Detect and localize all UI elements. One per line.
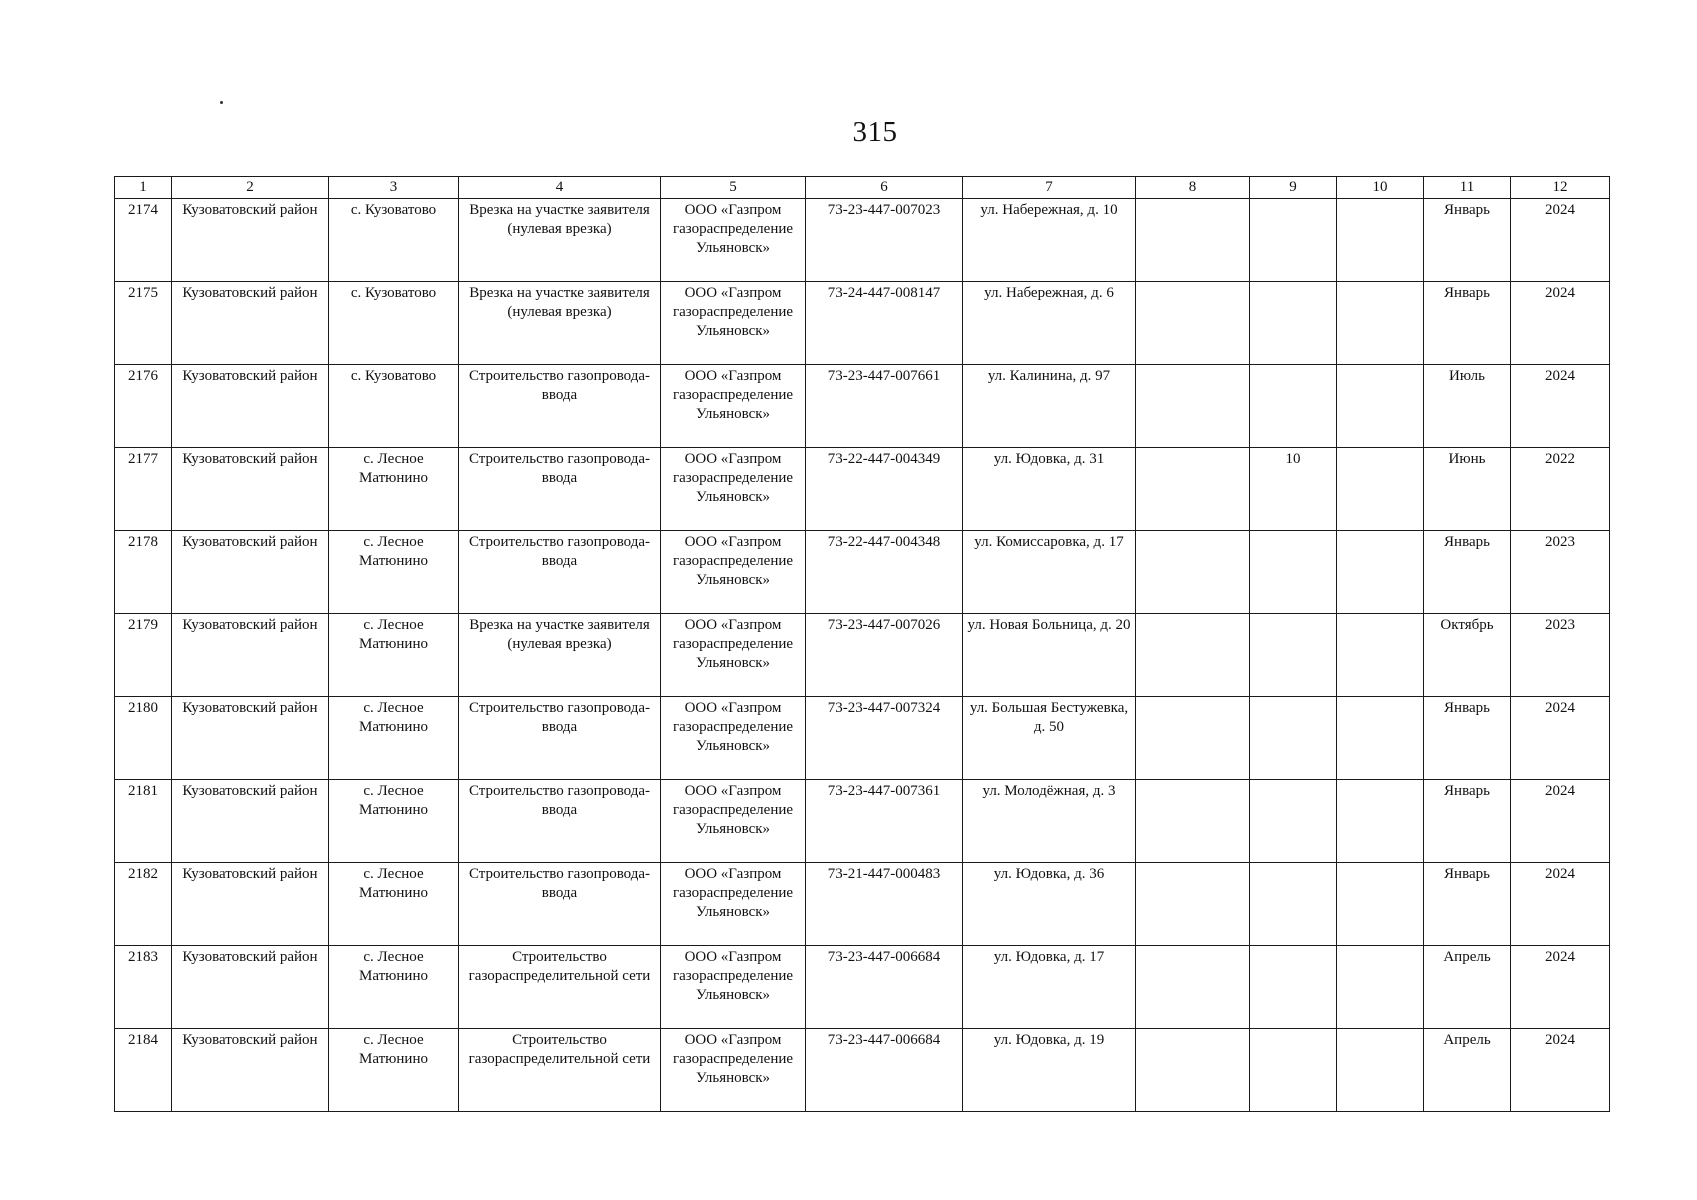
table-row bbox=[115, 863, 1610, 946]
table-cell-col-7: ул. Молодёжная, д. 3 bbox=[963, 780, 1136, 863]
table-cell-col-5: ООО «Газпром газораспределение Ульяновск» bbox=[661, 697, 806, 780]
table-cell-col-8 bbox=[1136, 863, 1250, 946]
table-cell-col-2: Кузоватовский район bbox=[172, 531, 329, 614]
table-header bbox=[115, 177, 1610, 199]
table-cell-col-4: Строительство газопровода-ввода bbox=[459, 697, 661, 780]
table-cell-col-2: Кузоватовский район bbox=[172, 1029, 329, 1112]
table-cell-col-1: 2175 bbox=[115, 282, 172, 365]
table-cell-col-11: Октябрь bbox=[1424, 614, 1511, 697]
table-cell-col-8 bbox=[1136, 780, 1250, 863]
column-header-10: 10 bbox=[1337, 177, 1424, 199]
table-cell-col-1: 2182 bbox=[115, 863, 172, 946]
table-cell-col-7: ул. Юдовка, д. 36 bbox=[963, 863, 1136, 946]
table-cell-col-3: с. Кузоватово bbox=[329, 282, 459, 365]
table-cell-col-9 bbox=[1250, 614, 1337, 697]
table-cell-col-6: 73-23-447-006684 bbox=[806, 946, 963, 1029]
table-cell-col-1: 2180 bbox=[115, 697, 172, 780]
table-cell-col-8 bbox=[1136, 448, 1250, 531]
table-cell-col-1: 2179 bbox=[115, 614, 172, 697]
table-cell-col-4: Строительство газопровода-ввода bbox=[459, 863, 661, 946]
table-cell-col-1: 2176 bbox=[115, 365, 172, 448]
table-cell-col-10 bbox=[1337, 199, 1424, 282]
table-cell-col-4: Врезка на участке заявителя (нулевая врезка) bbox=[459, 614, 661, 697]
table-cell-col-4: Врезка на участке заявителя (нулевая врезка) bbox=[459, 282, 661, 365]
table-cell-col-12: 2024 bbox=[1511, 1029, 1610, 1112]
table-cell-col-5: ООО «Газпром газораспределение Ульяновск» bbox=[661, 946, 806, 1029]
table-cell-col-11: Январь bbox=[1424, 780, 1511, 863]
table-row bbox=[115, 697, 1610, 780]
table-cell-col-2: Кузоватовский район bbox=[172, 780, 329, 863]
registry-table bbox=[114, 176, 1610, 1112]
table-cell-col-12: 2024 bbox=[1511, 199, 1610, 282]
table-cell-col-6: 73-23-447-007023 bbox=[806, 199, 963, 282]
table-row bbox=[115, 199, 1610, 282]
table-cell-col-9: 10 bbox=[1250, 448, 1337, 531]
table-cell-col-5: ООО «Газпром газораспределение Ульяновск» bbox=[661, 863, 806, 946]
table-cell-col-9 bbox=[1250, 946, 1337, 1029]
table-cell-col-10 bbox=[1337, 697, 1424, 780]
table-cell-col-7: ул. Большая Бестужевка, д. 50 bbox=[963, 697, 1136, 780]
table-row bbox=[115, 780, 1610, 863]
table-cell-col-2: Кузоватовский район bbox=[172, 863, 329, 946]
table-cell-col-3: с. Лесное Матюнино bbox=[329, 780, 459, 863]
table-cell-col-8 bbox=[1136, 1029, 1250, 1112]
table-cell-col-9 bbox=[1250, 697, 1337, 780]
column-header-5: 5 bbox=[661, 177, 806, 199]
table-row bbox=[115, 1029, 1610, 1112]
table-cell-col-4: Строительство газораспределительной сети bbox=[459, 946, 661, 1029]
table-cell-col-10 bbox=[1337, 780, 1424, 863]
table-cell-col-7: ул. Юдовка, д. 17 bbox=[963, 946, 1136, 1029]
table-cell-col-12: 2023 bbox=[1511, 531, 1610, 614]
table-cell-col-12: 2024 bbox=[1511, 365, 1610, 448]
table-cell-col-10 bbox=[1337, 531, 1424, 614]
table-cell-col-3: с. Кузоватово bbox=[329, 199, 459, 282]
table-cell-col-2: Кузоватовский район bbox=[172, 697, 329, 780]
table-cell-col-9 bbox=[1250, 1029, 1337, 1112]
scan-speck bbox=[220, 101, 223, 104]
table-cell-col-6: 73-23-447-007324 bbox=[806, 697, 963, 780]
table-cell-col-2: Кузоватовский район bbox=[172, 199, 329, 282]
table-cell-col-12: 2024 bbox=[1511, 946, 1610, 1029]
column-header-3: 3 bbox=[329, 177, 459, 199]
table-cell-col-7: ул. Набережная, д. 10 bbox=[963, 199, 1136, 282]
table-cell-col-4: Строительство газораспределительной сети bbox=[459, 1029, 661, 1112]
table-row bbox=[115, 448, 1610, 531]
table-cell-col-10 bbox=[1337, 1029, 1424, 1112]
header-row bbox=[115, 177, 1610, 199]
table-cell-col-11: Январь bbox=[1424, 199, 1511, 282]
table-cell-col-4: Врезка на участке заявителя (нулевая врезка) bbox=[459, 199, 661, 282]
table-cell-col-11: Апрель bbox=[1424, 1029, 1511, 1112]
column-header-2: 2 bbox=[172, 177, 329, 199]
table-cell-col-8 bbox=[1136, 697, 1250, 780]
table-cell-col-9 bbox=[1250, 199, 1337, 282]
table-cell-col-8 bbox=[1136, 946, 1250, 1029]
table-cell-col-2: Кузоватовский район bbox=[172, 448, 329, 531]
table-cell-col-7: ул. Новая Больница, д. 20 bbox=[963, 614, 1136, 697]
table-cell-col-5: ООО «Газпром газораспределение Ульяновск» bbox=[661, 199, 806, 282]
table-cell-col-3: с. Кузоватово bbox=[329, 365, 459, 448]
table-cell-col-2: Кузоватовский район bbox=[172, 614, 329, 697]
table-cell-col-6: 73-24-447-008147 bbox=[806, 282, 963, 365]
table-cell-col-1: 2181 bbox=[115, 780, 172, 863]
table-cell-col-9 bbox=[1250, 282, 1337, 365]
table-cell-col-6: 73-23-447-007661 bbox=[806, 365, 963, 448]
table-cell-col-1: 2183 bbox=[115, 946, 172, 1029]
table-cell-col-10 bbox=[1337, 946, 1424, 1029]
table-cell-col-7: ул. Калинина, д. 97 bbox=[963, 365, 1136, 448]
table-cell-col-12: 2024 bbox=[1511, 697, 1610, 780]
column-header-9: 9 bbox=[1250, 177, 1337, 199]
table-cell-col-1: 2178 bbox=[115, 531, 172, 614]
column-header-4: 4 bbox=[459, 177, 661, 199]
table-cell-col-8 bbox=[1136, 282, 1250, 365]
table-cell-col-8 bbox=[1136, 365, 1250, 448]
table-cell-col-9 bbox=[1250, 780, 1337, 863]
table-cell-col-4: Строительство газопровода-ввода bbox=[459, 365, 661, 448]
table-cell-col-3: с. Лесное Матюнино bbox=[329, 448, 459, 531]
table-cell-col-7: ул. Набережная, д. 6 bbox=[963, 282, 1136, 365]
table-cell-col-5: ООО «Газпром газораспределение Ульяновск» bbox=[661, 365, 806, 448]
table-cell-col-5: ООО «Газпром газораспределение Ульяновск» bbox=[661, 614, 806, 697]
table-cell-col-4: Строительство газопровода-ввода bbox=[459, 531, 661, 614]
table-cell-col-5: ООО «Газпром газораспределение Ульяновск» bbox=[661, 531, 806, 614]
table-cell-col-7: ул. Юдовка, д. 31 bbox=[963, 448, 1136, 531]
table-cell-col-8 bbox=[1136, 614, 1250, 697]
table-cell-col-3: с. Лесное Матюнино bbox=[329, 697, 459, 780]
table-cell-col-6: 73-22-447-004348 bbox=[806, 531, 963, 614]
table-cell-col-4: Строительство газопровода-ввода bbox=[459, 448, 661, 531]
table-cell-col-12: 2023 bbox=[1511, 614, 1610, 697]
table-cell-col-3: с. Лесное Матюнино bbox=[329, 863, 459, 946]
table-cell-col-8 bbox=[1136, 531, 1250, 614]
table-cell-col-6: 73-21-447-000483 bbox=[806, 863, 963, 946]
table-cell-col-11: Июль bbox=[1424, 365, 1511, 448]
table-cell-col-8 bbox=[1136, 199, 1250, 282]
table-cell-col-6: 73-23-447-007026 bbox=[806, 614, 963, 697]
column-header-6: 6 bbox=[806, 177, 963, 199]
table-cell-col-10 bbox=[1337, 282, 1424, 365]
column-header-11: 11 bbox=[1424, 177, 1511, 199]
table-cell-col-10 bbox=[1337, 614, 1424, 697]
table-row bbox=[115, 531, 1610, 614]
table-cell-col-2: Кузоватовский район bbox=[172, 365, 329, 448]
table-cell-col-5: ООО «Газпром газораспределение Ульяновск» bbox=[661, 448, 806, 531]
table-cell-col-2: Кузоватовский район bbox=[172, 946, 329, 1029]
table-cell-col-9 bbox=[1250, 863, 1337, 946]
column-header-7: 7 bbox=[963, 177, 1136, 199]
table-cell-col-6: 73-23-447-007361 bbox=[806, 780, 963, 863]
table-cell-col-12: 2024 bbox=[1511, 863, 1610, 946]
table-cell-col-2: Кузоватовский район bbox=[172, 282, 329, 365]
table-cell-col-10 bbox=[1337, 448, 1424, 531]
table-row bbox=[115, 282, 1610, 365]
table-cell-col-4: Строительство газопровода-ввода bbox=[459, 780, 661, 863]
column-header-8: 8 bbox=[1136, 177, 1250, 199]
table-cell-col-5: ООО «Газпром газораспределение Ульяновск» bbox=[661, 780, 806, 863]
table-row bbox=[115, 365, 1610, 448]
table-cell-col-6: 73-23-447-006684 bbox=[806, 1029, 963, 1112]
table-cell-col-7: ул. Комиссаровка, д. 17 bbox=[963, 531, 1136, 614]
column-header-1: 1 bbox=[115, 177, 172, 199]
table-cell-col-11: Январь bbox=[1424, 697, 1511, 780]
column-header-12: 12 bbox=[1511, 177, 1610, 199]
table-cell-col-11: Январь bbox=[1424, 863, 1511, 946]
table-cell-col-11: Апрель bbox=[1424, 946, 1511, 1029]
table-cell-col-3: с. Лесное Матюнино bbox=[329, 614, 459, 697]
table-cell-col-12: 2024 bbox=[1511, 282, 1610, 365]
table-cell-col-12: 2024 bbox=[1511, 780, 1610, 863]
table-cell-col-11: Январь bbox=[1424, 282, 1511, 365]
table-row bbox=[115, 614, 1610, 697]
table-row bbox=[115, 946, 1610, 1029]
table-cell-col-12: 2022 bbox=[1511, 448, 1610, 531]
table-body bbox=[115, 199, 1610, 1112]
table-cell-col-3: с. Лесное Матюнино bbox=[329, 531, 459, 614]
table-cell-col-3: с. Лесное Матюнино bbox=[329, 1029, 459, 1112]
table-cell-col-1: 2177 bbox=[115, 448, 172, 531]
table-cell-col-11: Июнь bbox=[1424, 448, 1511, 531]
table-cell-col-5: ООО «Газпром газораспределение Ульяновск» bbox=[661, 282, 806, 365]
page-number: 315 bbox=[852, 116, 898, 148]
table-cell-col-11: Январь bbox=[1424, 531, 1511, 614]
table-cell-col-7: ул. Юдовка, д. 19 bbox=[963, 1029, 1136, 1112]
table-cell-col-5: ООО «Газпром газораспределение Ульяновск» bbox=[661, 1029, 806, 1112]
table-cell-col-10 bbox=[1337, 863, 1424, 946]
table-cell-col-1: 2174 bbox=[115, 199, 172, 282]
table-cell-col-6: 73-22-447-004349 bbox=[806, 448, 963, 531]
table-cell-col-9 bbox=[1250, 365, 1337, 448]
table-cell-col-1: 2184 bbox=[115, 1029, 172, 1112]
table-cell-col-9 bbox=[1250, 531, 1337, 614]
table-cell-col-10 bbox=[1337, 365, 1424, 448]
table-cell-col-3: с. Лесное Матюнино bbox=[329, 946, 459, 1029]
